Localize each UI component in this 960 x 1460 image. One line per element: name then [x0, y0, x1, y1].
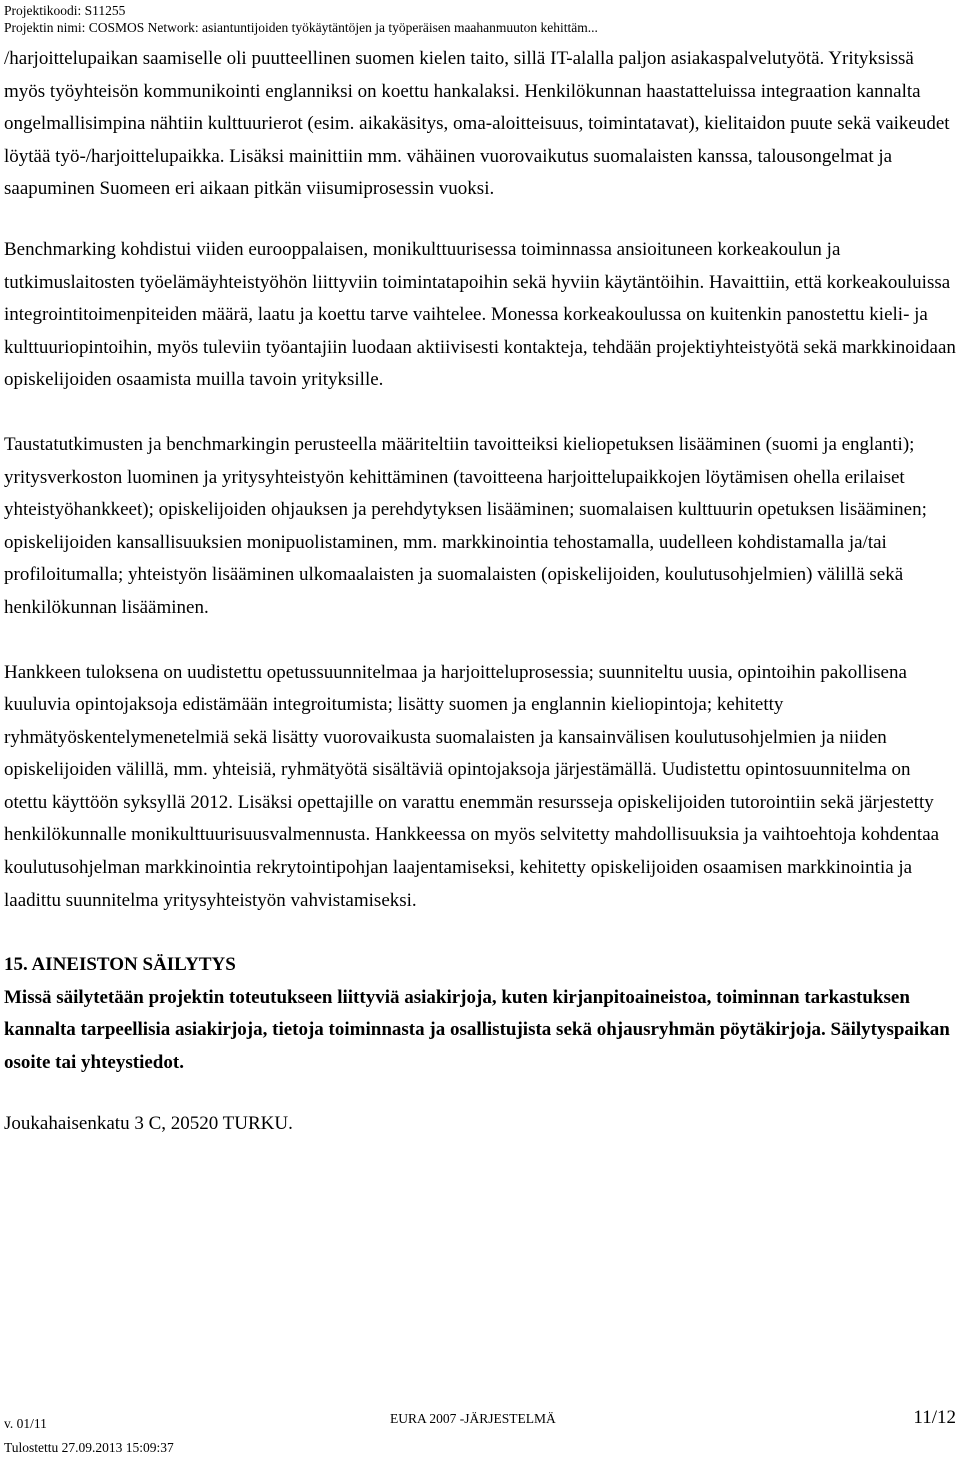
printed-timestamp: Tulostettu 27.09.2013 15:09:37 [4, 1440, 174, 1455]
document-body [4, 43, 956, 1140]
page-header [4, 2, 598, 36]
storage-address: Joukahaisenkatu 3 C, 20520 TURKU. [4, 1112, 293, 1134]
paragraph-goals: Taustatutkimusten ja benchmarkingin perusteella määriteltiin tavoitteiksi kieliopetuksen lisääminen (suomi ja englanti); yritysverkoston luominen ja yritysyhteistyön kehittäminen (tavoitteena harjoittelupaikkojen löytämisen ohella erilaiset yhteistyöhankkeet); opiskelijoiden ohjauksen ja perehdytyksen lisääminen; suomalaisen kulttuurin opetuksen lisääminen; opiskelijoiden kansallisuuksien monipuolistaminen, mm. markkinointia tehostamalla, uudelleen kohdistamalla ja/tai profiloitumalla; yhteistyön lisääminen ulkomaalaisten ja suomalaisten (opiskelijoiden, koulutusohjelmien) välillä sekä henkilökunnan lisääminen. [4, 433, 927, 618]
page-number: 11/12 [913, 1407, 956, 1428]
paragraph-integration-challenges: /harjoittelupaikan saamiselle oli puutteellinen suomen kielen taito, sillä IT-alalla paljon asiakaspalvelutyötä. Yrityksissä myös työyhteisön kommunikointi englanniksi on koettu hankalaksi. Henkilökunnan haastatteluissa integraation kannalta ongelmallisimpina nähtiin kulttuurierot (esim. aikakäsitys, oma-aloitteisuus, toimintatavat), kielitaidon puute sekä vaikeudet löytää työ-/harjoittelupaikka. Lisäksi mainittiin mm. vähäinen vuorovaikutus suomalaisten kanssa, talousongelmat ja saapuminen Suomeen eri aikaan pitkän viisumiprosessin vuoksi. [4, 48, 950, 200]
paragraph-results: Hankkeen tuloksena on uudistettu opetussuunnitelmaa ja harjoitteluprosessia; suunniteltu uusia, opintoihin pakollisena kuuluvia opintojaksoja edistämään integroitumista; lisätty suomen ja englannin kieliopintoja; kehitetty ryhmätyöskentelymenetelmiä sekä lisätty vuorovaikusta suomalaisten ja kansainvälisen koulutusohjelmien ja niiden opiskelijoiden välillä, mm. yhteisiä, ryhmätyötä sisältäviä opintojaksoja järjestämällä. Uudistettu opintosuunnitelma on otettu käyttöön syksyllä 2012. Lisäksi opettajille on varattu enemmän resursseja opiskelijoiden tutorointiin sekä järjestetty henkilökunnalle monikulttuurisuusvalmennusta. Hankkeessa on myös selvitetty mahdollisuuksia ja vaihtoehtoja kohdentaa koulutusohjelman markkinointia rekrytointipohjan laajentamiseksi, kehitetty opiskelijoiden osaamisen markkinointia ja laadittu suunnitelma yritysyhteistyön vahvistamiseksi. [4, 661, 940, 911]
project-name: Projektin nimi: COSMOS Network: asiantuntijoiden työkäytäntöjen ja työperäisen maahanmuuton kehittäm... [4, 20, 598, 35]
paragraph-benchmarking: Benchmarking kohdistui viiden eurooppalaisen, monikulttuurisessa toiminnassa ansioituneen korkeakoulun ja tutkimuslaitosten työelämäyhteistyöhön liittyviin toimintatapoihin sekä hyviin käytäntöihin. Havaittiin, että korkeakouluissa integrointitoimenpiteiden määrä, laatu ja koettu tarve vaihtelee. Monessa korkeakoulussa on kuitenkin panostettu kieli- ja kulttuuriopintoihin, myös tuleviin työantajiin luodaan aktiivisesti kontakteja, tehdään projektiyhteistyötä sekä markkinoidaan opiskelijoiden osaamista muilla tavoin yrityksille. [4, 238, 956, 391]
version-label: v. 01/11 [4, 1416, 47, 1431]
section-title: 15. AINEISTON SÄILYTYS [4, 954, 236, 976]
project-code: Projektikoodi: S11255 [4, 3, 126, 18]
system-name: EURA 2007 -JÄRJESTELMÄ [390, 1411, 556, 1426]
footer-left [4, 1412, 174, 1460]
section-question: Missä säilytetään projektin toteutukseen liittyviä asiakirjoja, kuten kirjanpitoaineistoa, toiminnan tarkastuksen kannalta tarpeellisia asiakirjoja, tietoja toiminnasta ja osallistujista sekä ohjausryhmän pöytäkirjoja. Säilytyspaikan osoite tai yhteystiedot. [4, 986, 950, 1074]
page-footer [0, 1402, 960, 1455]
